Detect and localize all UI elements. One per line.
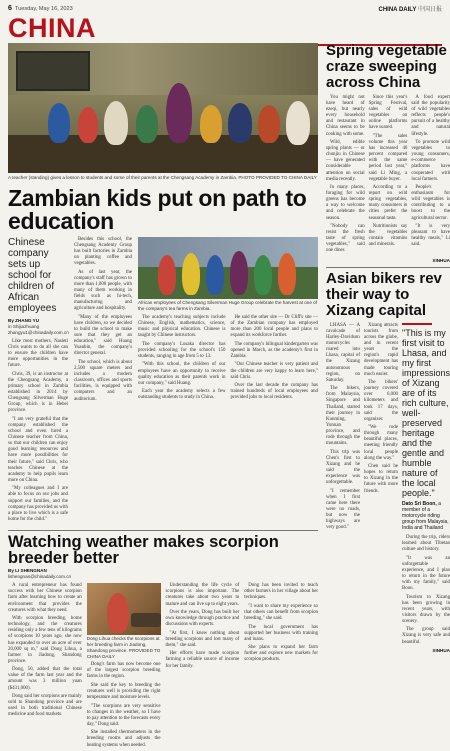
spring-paragraph: People's enthusiasm for wild vegetables is contributing to a boost to the agricultural sector. <box>411 185 450 221</box>
zambia-paragraph: Besides this school, the Chengsang Academy Group has built factories in Zambia on planting coffee and vegetables. <box>74 237 132 267</box>
brand-name-text: CHINA DAILY <box>378 7 417 13</box>
zambia-col-4 <box>231 315 319 404</box>
section-divider <box>8 530 318 531</box>
asian-paragraph: "We rode through many beautiful places, meeting friendly local people along the way." <box>364 425 398 461</box>
asian-paragraph: "I remember when I first came here there were no roads, but now the highways are very good." <box>326 488 360 531</box>
zambia-col-1 <box>8 339 68 523</box>
pull-quote-role: a member of a motorcycle riding group from Malaysia, India and Thailand <box>402 500 449 531</box>
scorpion-paragraph: Dong, 50, added that the total value of the farm last year and the amount was 3 million yuan ($431,000). <box>8 667 82 691</box>
asian-headline: Asian bikers rev their way to Xizang capital <box>326 269 442 319</box>
pull-quote-attribution <box>402 501 450 531</box>
spring-col-1 <box>326 95 365 257</box>
zambia-deck: Chinese company sets up school for children of African employees <box>8 237 57 314</box>
asian-col-3 <box>402 535 450 646</box>
asian-paragraph: "It was an unforgettable experience, and I plan to return in the future with my family," said Boon. <box>402 555 450 592</box>
spring-paragraph: "Nobody can resist the fresh taste of spring vegetables," said one diner. <box>326 224 365 254</box>
section-divider <box>326 267 450 268</box>
spring-headline: Spring vegetable craze sweeping across China <box>326 42 447 91</box>
scorpion-paragraph: The local government has supported her business with training and loans. <box>244 624 318 642</box>
scorpion-paragraph: A rural entrepreneur has found success with her Chinese scorpion farm after learning how to create an environment that provides the creatures with what they need. <box>8 583 82 613</box>
pull-quote-text: "This is my first visit to Lhasa, and my first impressions of Xizang are of its rich culture, well-preserved heritage and the gentle and humble nature of the local people." <box>402 327 450 498</box>
page-header <box>8 4 442 13</box>
zambia-headline: Zambian kids put on path to education <box>8 185 307 234</box>
scorpion-photo-caption: Dong Lihua checks the scorpions at her breeding farm in Jiadong, Shandong province. PROVIDED TO CHINA DAILY <box>86 636 161 660</box>
scorpion-headline: Watching weather makes scorpion breeder better <box>8 533 279 568</box>
scorpion-byline-name: By LI SHENGNAN <box>8 568 47 574</box>
spring-col-3 <box>411 95 450 257</box>
zambia-byline-email: in Shijiazhuang zhangyu1@chinadaily.com.cn <box>8 324 69 335</box>
section-title: CHINA <box>8 13 96 43</box>
scorpion-paragraph: "The scorpions are very sensitive to changes in the weather, so I have to pay attention to the forecasts every day," Dong said. <box>86 703 161 727</box>
scorpion-paragraph: "I want to share my experience so that others can benefit from scorpion breeding," she said. <box>244 603 318 622</box>
zambia-col-3 <box>138 315 226 404</box>
pull-quote-rule <box>402 323 432 325</box>
spring-paragraph: You might not have heard of ezeqi, but nearly every household and restaurant in China seems to be cooking with some. <box>326 95 365 137</box>
zambia-col-2 <box>74 237 132 525</box>
asian-paragraph: The bikers' journey covered over 6,000 kilometers and took 17 days, said the organizer. <box>364 380 398 422</box>
scorpion-paragraph: She plans to expand her farm further and explore new markets for scorpion products. <box>244 645 318 663</box>
spring-paragraph: Since this year's Spring Festival, sales of wild vegetables on online platforms have soared. <box>368 95 408 131</box>
asian-col-1 <box>326 323 360 653</box>
spring-paragraph: To promote wild vegetables to young consumers, e-commerce platforms have cooperated with local farmers. <box>411 140 450 182</box>
asian-signature: XINHUA <box>432 648 450 654</box>
pull-quote-name: Dato Sri Boon, <box>402 500 437 507</box>
spring-paragraph: "The sales volume this year has increased 40 percent compared with the same period last year," said Li Ming, a vegetable buyer. <box>368 133 408 182</box>
zambia-paragraph: Chris, 39, is an instructor at the Chengsang Academy, a primary school in Zambia established in 2014 by Chengsang Silverman Huge Group, which is in Hebei province. <box>8 371 68 414</box>
asian-paragraph: Chen said he hopes to return to Xizang in the future with more friends. <box>364 464 398 494</box>
zambia-byline <box>8 318 68 336</box>
harvest-photo-caption: African employees of Chengsang Silverman Huge Group celebrate the harvest at one of the company's tea farms in Zambia. <box>138 300 318 311</box>
zambia-paragraph: As of last year, the company's staff has grown to more than 1,000 people, with many of them working in fields such as hi-tech, manufacturing and agriculture and hospitality. <box>74 269 132 312</box>
scorpion-photo <box>87 583 161 635</box>
spring-paragraph: "It is very pleasant to have healthy meals," Li said. <box>411 224 450 248</box>
asian-paragraph: Xizang attracts tourists from across the globe, and in recent years the region's rapid development has made touring much easier. <box>364 322 398 377</box>
scorpion-byline-email: lishengnan@chinadaily.com.cn <box>8 574 72 580</box>
zambia-paragraph: The company's bilingual kindergarten was opened in March, as the academy's first in Zambia. <box>230 341 318 359</box>
zambia-byline-name: By ZHANG YU <box>8 318 40 323</box>
scorpion-paragraph: Understanding the life cycle of scorpions is also important. The creatures take about two years to mature and can live up to eight years. <box>165 583 240 607</box>
asian-paragraph: Tourism to Xizang has been growing in recent years, with visitors drawn by the scenery. <box>402 594 450 624</box>
scorpion-paragraph: Over the years, Dong has built her own knowledge through practice and discussions with experts. <box>165 610 240 628</box>
brand-sub: 中国日报 <box>417 7 442 13</box>
scorpion-col-1 <box>8 583 82 751</box>
zambia-paragraph: Like most mothers, Nasieti Chris wants to do all she can to ensure the children have more opportunities in the future. <box>8 339 68 369</box>
spring-col-2 <box>369 95 408 257</box>
zambia-paragraph: "I am very grateful that the company established the school and even hired a Chinese teacher from China, so that our children can enjoy good learning resources and have more possibilities for their future," said Chris, who teaches Chinese at the academy to help pupils learn more on China. <box>8 416 68 483</box>
asian-paragraph: This trip was Chen's first to Xizang and he said the experience was unforgettable. <box>326 449 360 486</box>
scorpion-paragraph: She said the key to breeding the creatures well is providing the right temperature and moisture levels. <box>86 682 161 701</box>
brand-name <box>379 4 442 13</box>
scorpion-paragraph: "At first, I knew nothing about breeding scorpions and lost many of them," she said. <box>165 630 240 648</box>
asian-col-2 <box>364 323 398 653</box>
spring-signature: XINHUA <box>432 257 450 263</box>
spring-paragraph: A food expert said the popularity of wild vegetables reflects people's pursuit of a healthy and natural lifestyle. <box>411 95 450 137</box>
spring-paragraph: Nutritionists say the vegetables contain vitamins and minerals. <box>368 224 408 248</box>
zambia-paragraph: "Many of the employees have children, so we decided to build the school to make sure that they get an education," said Huang Yuanbin, the company's director general. <box>74 314 132 357</box>
zambia-paragraph: "With this school, the children of our employees have an opportunity to receive quality education as their parents work in our company," said Huang. <box>138 362 226 386</box>
zambia-paragraph: Over the last decade the company has trained hundreds of local employees and provided jobs to local residents. <box>230 383 318 401</box>
zambia-paragraph: Each year the academy selects a few outstanding students to study in China. <box>138 389 226 401</box>
asian-paragraph: The bikers, from Malaysia, Singapore and Thailand, started their journey in Kunming, Yunnan province, and rode through the mountains. <box>326 386 360 447</box>
scorpion-byline <box>8 568 318 580</box>
asian-paragraph: LHASA — A cavalcade of Harley-Davidson motorcycles roared into Lhasa, capital of the Xizang autonomous region, on Saturday. <box>326 322 360 383</box>
scorpion-paragraph: Dong has been invited to teach other farmers in her village about her techniques. <box>244 583 318 601</box>
zambia-paragraph: The company's Lusaka director has provided schooling for the school's 150 students, ranging in age from 5 to 13. <box>138 341 226 359</box>
asian-paragraph: During the trip, riders learned about Tibetan culture and history. <box>402 534 450 553</box>
zambia-paragraph: "My colleagues and I are able to focus on our jobs and support our families, and the company has provided us with a place to live which is a safe home for the child." <box>8 486 68 522</box>
scorpion-paragraph: Dong's farm has now become one of the largest scorpion breeding farms in the region. <box>86 662 161 680</box>
zambia-paragraph: He said the other site — Dr Cliff's site — of the Zambian company has employed more than 200 local people and plans to expand its workforce further. <box>230 315 318 339</box>
scorpion-paragraph: Her efforts have made scorpion farming a reliable source of income for her family. <box>165 651 240 669</box>
scorpion-col-3 <box>166 583 240 751</box>
pull-quote <box>402 328 450 531</box>
classroom-photo-caption: A teacher (standing) gives a lesson to students and some of their parents at the Chengsang Academy in Zambia. PHOTO PROVIDED TO CHINA DAILY <box>8 175 317 180</box>
right-column <box>326 43 450 653</box>
spring-paragraph: According to a report on wild spring vegetables, many consumers in cities prefer the seasonal taste. <box>368 185 408 221</box>
scorpion-paragraph: She installed thermometers in the breeding rooms and adjusts the heating systems when needed. <box>86 730 161 748</box>
zambia-paragraph: "Our Chinese teacher is very patient and the children are very happy to learn here," said Chris. <box>230 362 318 380</box>
page-date: Tuesday, May 16, 2023 <box>14 5 73 12</box>
scorpion-col-4 <box>244 583 318 751</box>
scorpion-paragraph: With scorpion breeding, home technology, and the creatures residing only a few tens of kilograms of scorpions 10 years ago, she now has expanded to over an acre of ever 20,000 sq m," said Dong Lihua, a farmer in Jiadong, Shandong province. <box>8 616 82 664</box>
scorpion-col-2 <box>87 662 161 748</box>
harvest-photo <box>138 237 318 299</box>
left-column <box>8 43 318 751</box>
page-number: 6 <box>8 5 12 12</box>
spring-paragraph: In many places, foraging for wild greens has become a way to welcome and celebrate the season. <box>326 185 365 221</box>
classroom-photo <box>8 43 318 173</box>
spring-paragraph: Wild, edible spring plants — or chunjiu in Chinese — have generated considerable attention on social media recently. <box>326 140 365 182</box>
asian-paragraph: The group said Xizang is very safe and beautiful. <box>402 627 450 645</box>
scorpion-paragraph: Dong said her scorpions are mainly sold to Shandong province and are used in both traditional Chinese medicine and food markets. <box>8 694 82 718</box>
zambia-paragraph: The school, which is about 2,500 square meters and includes a modern classroom, offices and sports facilities, is equipped with computers and an auditorium. <box>74 359 132 402</box>
zambia-paragraph: The academy's teaching subjects include Chinese, English, mathematics, science, music and physical education. Chinese is taught by Chinese instructors. <box>138 315 226 339</box>
